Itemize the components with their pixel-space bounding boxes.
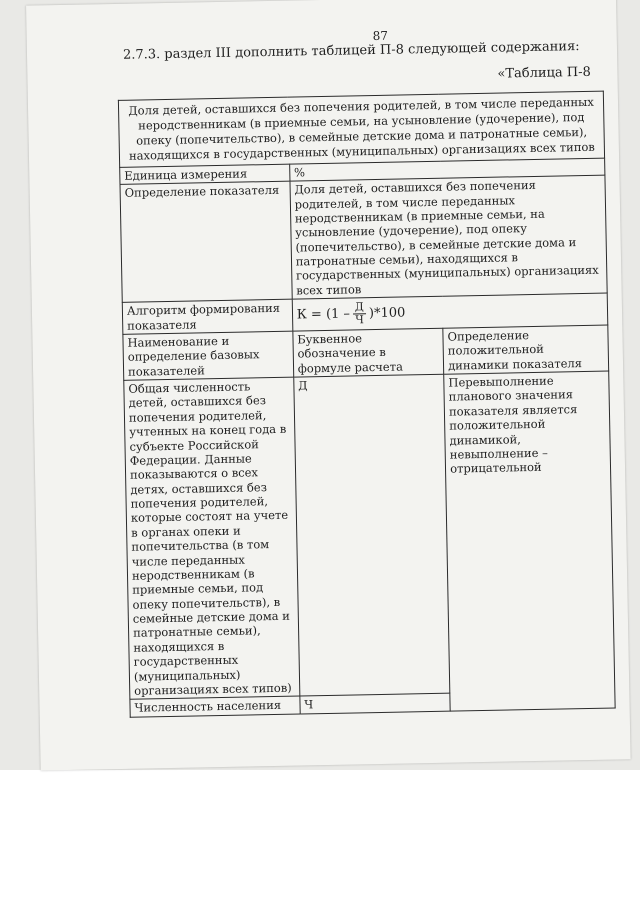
definition-row [120, 175, 607, 302]
header-dynamics: Определение положительной динамики показателя [443, 325, 609, 374]
unit-value: % [289, 158, 605, 181]
dynamics-text: Перевыполнение планового значения показателя является положительной динамикой, невыполнение – отрицательной [444, 371, 615, 711]
definition-label: Определение показателя [120, 181, 292, 302]
formula [297, 299, 406, 328]
indicator-table [118, 91, 616, 718]
row-name: Общая численность детей, оставшихся без попечения родителей, учтенных на конец года в субъекте Российской Федерации. Данные показываются о всех детях, оставшихся без попечения родителей, которые состоят на учете в органах опеки и попечительства (в том числе переданных неродственникам (в приемные семьи, под опеку попечительств), в семейные детские дома и патронатные семьи), находящихся в государственных (муниципальных) организациях всех типов) [124, 377, 300, 699]
page-number: 87 [372, 28, 389, 44]
table-row [124, 371, 615, 700]
row-name: Численность населения [130, 696, 300, 717]
row-symbol: Д [293, 374, 449, 696]
row-symbol: Ч [300, 693, 451, 713]
table-title: Доля детей, оставшихся без попечения родителей, в том числе переданных неродственникам (в приемные семьи, на усыновление (удочерение), под опеку (попечительство), в семейные детские дома и патронатные семьи), находящихся в государственных (муниципальных) организациях всех типов [118, 91, 604, 167]
intro-paragraph: 2.7.3. раздел III дополнить таблицей П-8 следующей содержания: [122, 39, 580, 63]
formula-rhs: )*100 [368, 305, 406, 321]
header-symbol: Буквенное обозначение в формуле расчета [293, 328, 444, 377]
formula-denominator: Ч [355, 313, 364, 327]
formula-numerator: Д [353, 301, 366, 314]
table-caption: «Таблица П-8 [497, 64, 591, 82]
formula-fraction [353, 301, 366, 326]
formula-lhs: К = (1 – [296, 306, 351, 323]
definition-value: Доля детей, оставшихся без попечения родителей, в том числе переданных неродственникам (в приемные семьи, на усыновление (удочерение), под опеку (попечительство), в семейные детские дома и патронатные семьи), находящихся в государственных (муниципальных) организациях всех типов [290, 175, 607, 299]
algorithm-label: Алгоритм формирования показателя [122, 299, 292, 334]
table-title-row [118, 91, 604, 167]
unit-label: Единица измерения [120, 164, 290, 185]
header-name: Наименование и определение базовых показателей [123, 331, 294, 380]
document-page [26, 0, 631, 771]
